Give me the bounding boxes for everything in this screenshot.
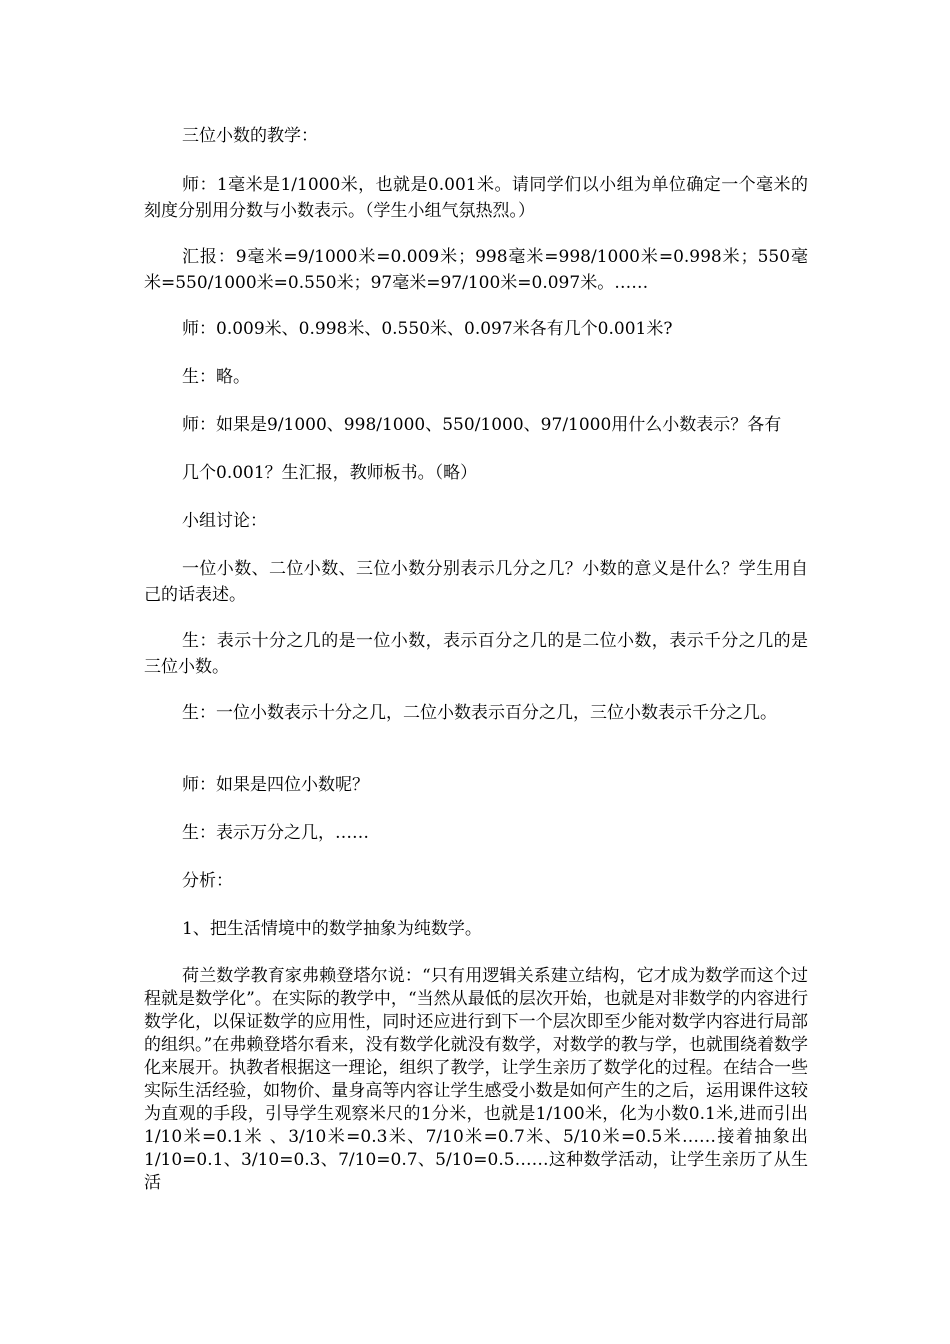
paragraph-student-answer-2: 生：一位小数表示十分之几，二位小数表示百分之几，三位小数表示千分之几。: [182, 703, 777, 723]
paragraph-teacher-millimeter: 师：1毫米是1/1000米，也就是0.001米。请同学们以小组为单位确定一个毫米的刻度分别用分数与小数表示。（学生小组气氛热烈。）: [144, 175, 808, 221]
paragraph-heading-three-decimal: 三位小数的教学：: [182, 126, 318, 146]
paragraph-discussion-question: 一位小数、二位小数、三位小数分别表示几分之几？小数的意义是什么？学生用自己的话表述。: [144, 559, 808, 605]
paragraph-analysis-heading: 分析：: [182, 871, 233, 891]
paragraph-analysis-point-1: 1、把生活情境中的数学抽象为纯数学。: [182, 919, 482, 939]
paragraph-student-ten-thousandths: 生：表示万分之几，……: [182, 823, 369, 843]
paragraph-student-answer-1: 生：表示十分之几的是一位小数，表示百分之几的是二位小数，表示千分之几的是三位小数。: [144, 631, 808, 677]
paragraph-group-discussion: 小组讨论：: [182, 511, 267, 531]
paragraph-freudenthal: 荷兰数学教育家弗赖登塔尔说：“只有用逻辑关系建立结构，它才成为数学而这个过程就是数学化”。在实际的教学中，“当然从最低的层次开始，也就是对非数学的内容进行数学化，以保证数学的应用性，同时还应进行到下一个层次即至少能对数学内容进行局部的组织。”在弗赖登塔尔看来，没有数学化就没有数学，对数学的教与学，也就围绕着数学化来展开。执教者根据这一理论，组织了教学，让学生亲历了数学化的过程。在结合一些实际生活经验，如物价、量身高等内容让学生感受小数是如何产生的之后，运用课件这较为直观的手段，引导学生观察米尺的1分米，也就是1/100米，化为小数0.1米,进而引出1/10米=0.1米 、3/10米=0.3米、7/10米=0.7米、5/10米=0.5米……接着抽象出1/10=0.1、3/10=0.3、7/10=0.7、5/10=0.5……这种数学活动，让学生亲历了从生活: [144, 966, 808, 1193]
paragraph-teacher-fractions: 师：如果是9/1000、998/1000、550/1000、97/1000用什么小数表示？各有: [182, 415, 782, 435]
paragraph-student-report: 几个0.001？生汇报，教师板书。（略）: [182, 463, 478, 483]
paragraph-report: 汇报：9毫米=9/1000米=0.009米；998毫米=998/1000米=0.998米；550毫米=550/1000米=0.550米；97毫米=97/100米=0.097米。……: [144, 247, 808, 293]
paragraph-teacher-question: 师：0.009米、0.998米、0.550米、0.097米各有几个0.001米?: [182, 319, 673, 339]
paragraph-teacher-four-digit: 师：如果是四位小数呢？: [182, 775, 369, 795]
paragraph-student-omitted: 生：略。: [182, 367, 250, 387]
